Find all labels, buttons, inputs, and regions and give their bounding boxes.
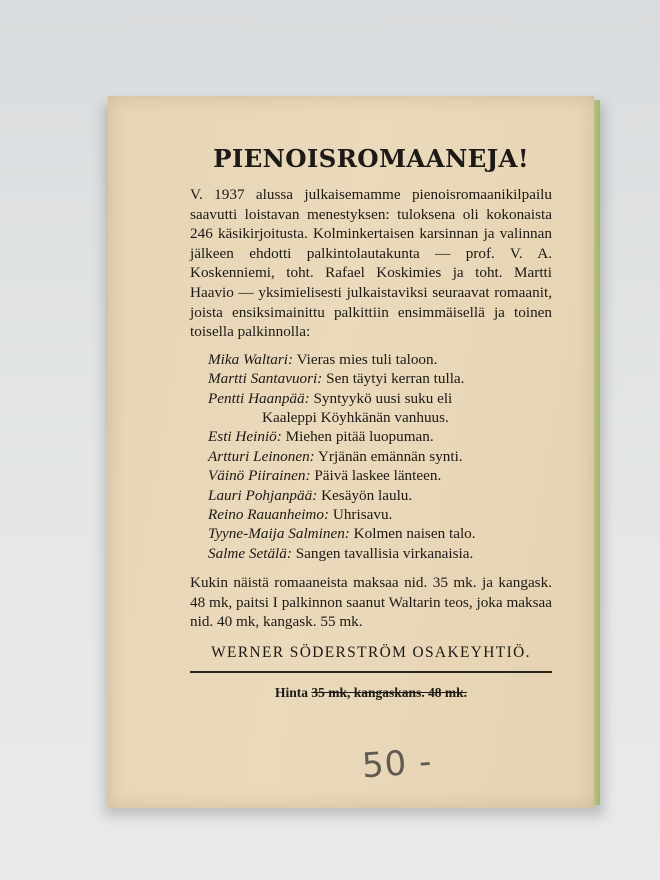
novel-list-item — [208, 369, 552, 388]
novel-list-item — [208, 427, 552, 446]
handwritten-price: 50 - — [360, 741, 434, 787]
novel-list-item — [208, 486, 552, 505]
novel-list-item — [208, 350, 552, 369]
novel-title: Miehen pitää luopuman. — [285, 428, 434, 446]
novel-list-item — [208, 466, 552, 485]
novel-list-item — [208, 544, 552, 563]
novel-author: Martti Santavuori: — [208, 370, 323, 388]
book-back-cover — [108, 96, 594, 808]
publisher-name: WERNER SÖDERSTRÖM OSAKEYHTIÖ. — [211, 644, 531, 661]
cover-heading: PIENOISROMAANEJA! — [213, 144, 529, 173]
novel-title-continued: Kaaleppi Köyhkänän vanhuus. — [262, 408, 449, 426]
novel-title: Kolmen naisen talo. — [353, 525, 476, 543]
novel-title: Sen täytyi kerran tulla. — [326, 370, 465, 388]
novel-author: Tyyne-Maija Salminen: — [208, 525, 350, 543]
cover-text-block — [190, 144, 552, 701]
divider-rule — [190, 671, 552, 673]
novel-list-item — [208, 505, 552, 524]
novel-author: Artturi Leinonen: — [208, 447, 315, 465]
novel-title: Päivä laskee länteen. — [314, 467, 442, 485]
novel-title: Syntyykö uusi suku eli — [313, 389, 453, 407]
novel-title: Uhrisavu. — [332, 506, 393, 523]
novel-title: Sangen tavallisia virkanaisia. — [295, 544, 474, 562]
novel-author: Väinö Piirainen: — [208, 467, 311, 485]
novel-author: Lauri Pohjanpää: — [208, 486, 318, 504]
novel-author: Esti Heiniö: — [208, 428, 282, 446]
price-line — [190, 685, 552, 701]
struck-price: 35 mk, kangaskans. 48 mk. — [311, 685, 468, 700]
intro-paragraph: V. 1937 alussa julkaisemamme pienoisromaanikilpailu saavutti loistavan menestyksen: tuloksena oli kokonaista 246 käsikirjoitusta. Kolminkertaisen karsinnan ja valinnan jälkeen ehdotti palkintolautakunta — prof. V. A. Koskenniemi, toht. Rafael Koskimies ja toht. Martti Haavio — yksimielisesti julkaistaviksi seuraavat romaanit, joista ensiksimainittu palkittiin ensimmäisellä ja toinen toisella palkinnolla: — [190, 186, 552, 341]
price-prefix: Hinta — [274, 685, 308, 700]
novel-list-item — [208, 447, 552, 466]
novel-author: Pentti Haanpää: — [208, 389, 310, 407]
novel-list-item — [208, 389, 552, 428]
novel-title: Vieras mies tuli taloon. — [296, 350, 438, 368]
novel-title: Yrjänän emännän synti. — [317, 447, 463, 465]
novel-author: Reino Rauanheimo: — [208, 506, 330, 523]
novel-list — [208, 350, 552, 563]
novel-title: Kesäyön laulu. — [321, 486, 413, 504]
novel-list-item — [208, 524, 552, 543]
novel-author: Mika Waltari: — [208, 350, 294, 368]
novel-author: Salme Setälä: — [208, 544, 292, 562]
price-paragraph: Kukin näistä romaaneista maksaa nid. 35 mk. ja kangask. 48 mk, paitsi I palkinnon saanut Waltarin teos, joka maksaa nid. 40 mk, kangask. 55 mk. — [190, 574, 552, 631]
